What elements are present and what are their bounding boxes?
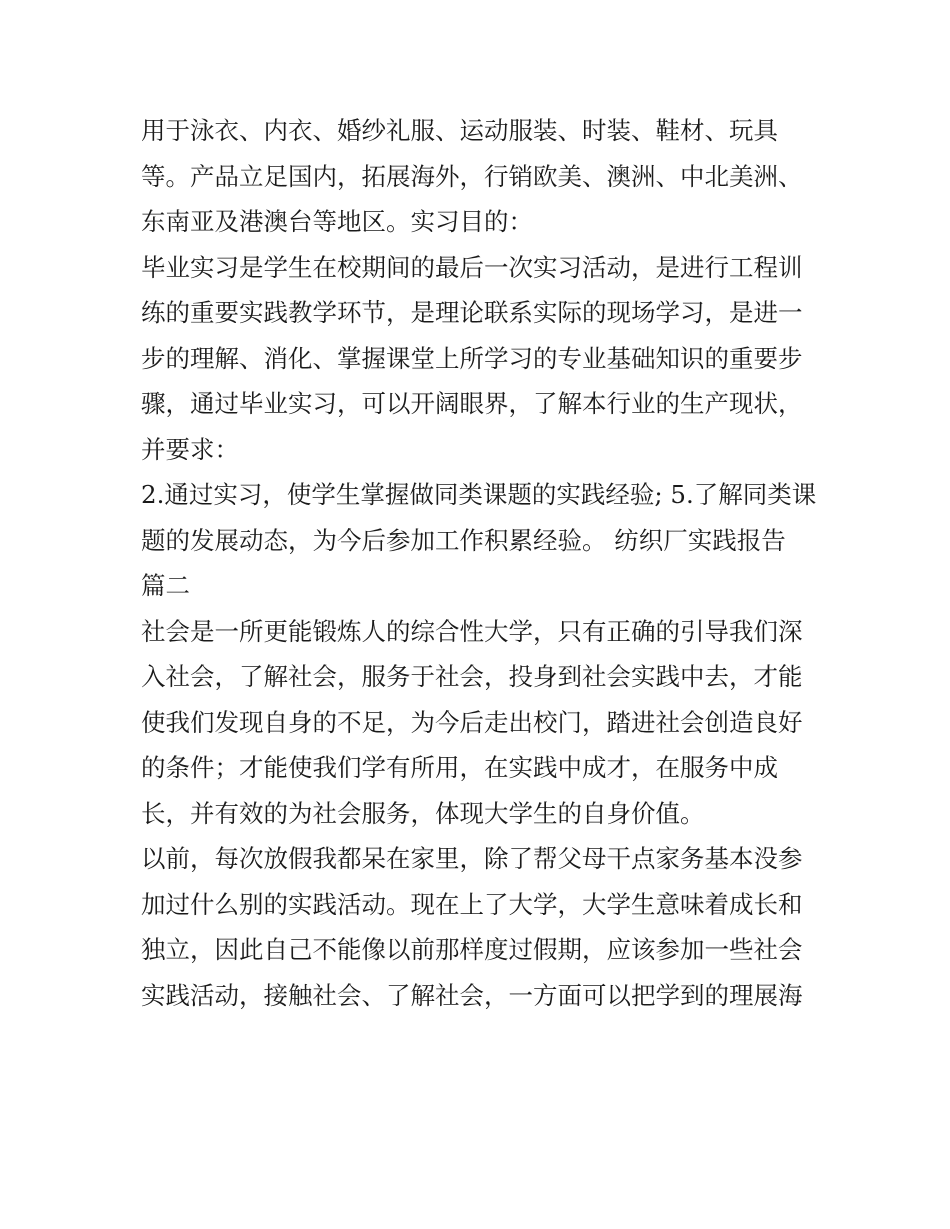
text-line: 并要求： (141, 434, 239, 464)
text-line: 以前，每次放假我都呆在家里，除了帮父母干点家务基本没参 (141, 844, 803, 873)
text-line: 长，并有效的为社会服务，体现大学生的自身价值。 (141, 798, 705, 828)
text-line: 使我们发现自身的不足，为今后走出校门，踏进社会创造良好 (141, 707, 803, 737)
text-line: 题的发展动态，为今后参加工作积累经验。 纺织厂实践报告 (141, 525, 786, 555)
text-line: 的条件；才能使我们学有所用，在实践中成才，在服务中成 (141, 753, 778, 782)
text-line: 练的重要实践教学环节，是理论联系实际的现场学习，是进一 (141, 298, 803, 327)
text-line: 骤，通过毕业实习，可以开阔眼界，了解本行业的生产现状， (141, 389, 803, 418)
section-heading: 篇二 (141, 571, 190, 600)
text-line: 等。产品立足国内，拓展海外，行销欧美、澳洲、中北美洲、 (141, 161, 803, 191)
text-line: 独立，因此自己不能像以前那样度过假期，应该参加一些社会 (141, 935, 803, 964)
text-line: 毕业实习是学生在校期间的最后一次实习活动，是进行工程训 (141, 252, 803, 282)
text-line: 用于泳衣、内衣、婚纱礼服、运动服装、时装、鞋材、玩具 (141, 116, 778, 145)
text-line: 加过什么别的实践活动。现在上了大学，大学生意味着成长和 (141, 889, 803, 919)
text-line: 入社会，了解社会，服务于社会，投身到社会实践中去，才能 (141, 662, 803, 691)
text-line: 社会是一所更能锻炼人的综合性大学，只有正确的引导我们深 (141, 616, 803, 646)
text-line: 实践活动，接触社会、了解社会，一方面可以把学到的理展海 (141, 980, 803, 1010)
text-line: 2.通过实习，使学生掌握做同类课题的实践经验; 5.了解同类课 (141, 480, 817, 509)
document-body (141, 108, 816, 1018)
text-line: 步的理解、消化、掌握课堂上所学习的专业基础知识的重要步 (141, 343, 803, 373)
text-line: 东南亚及港澳台等地区。实习目的： (141, 207, 533, 236)
